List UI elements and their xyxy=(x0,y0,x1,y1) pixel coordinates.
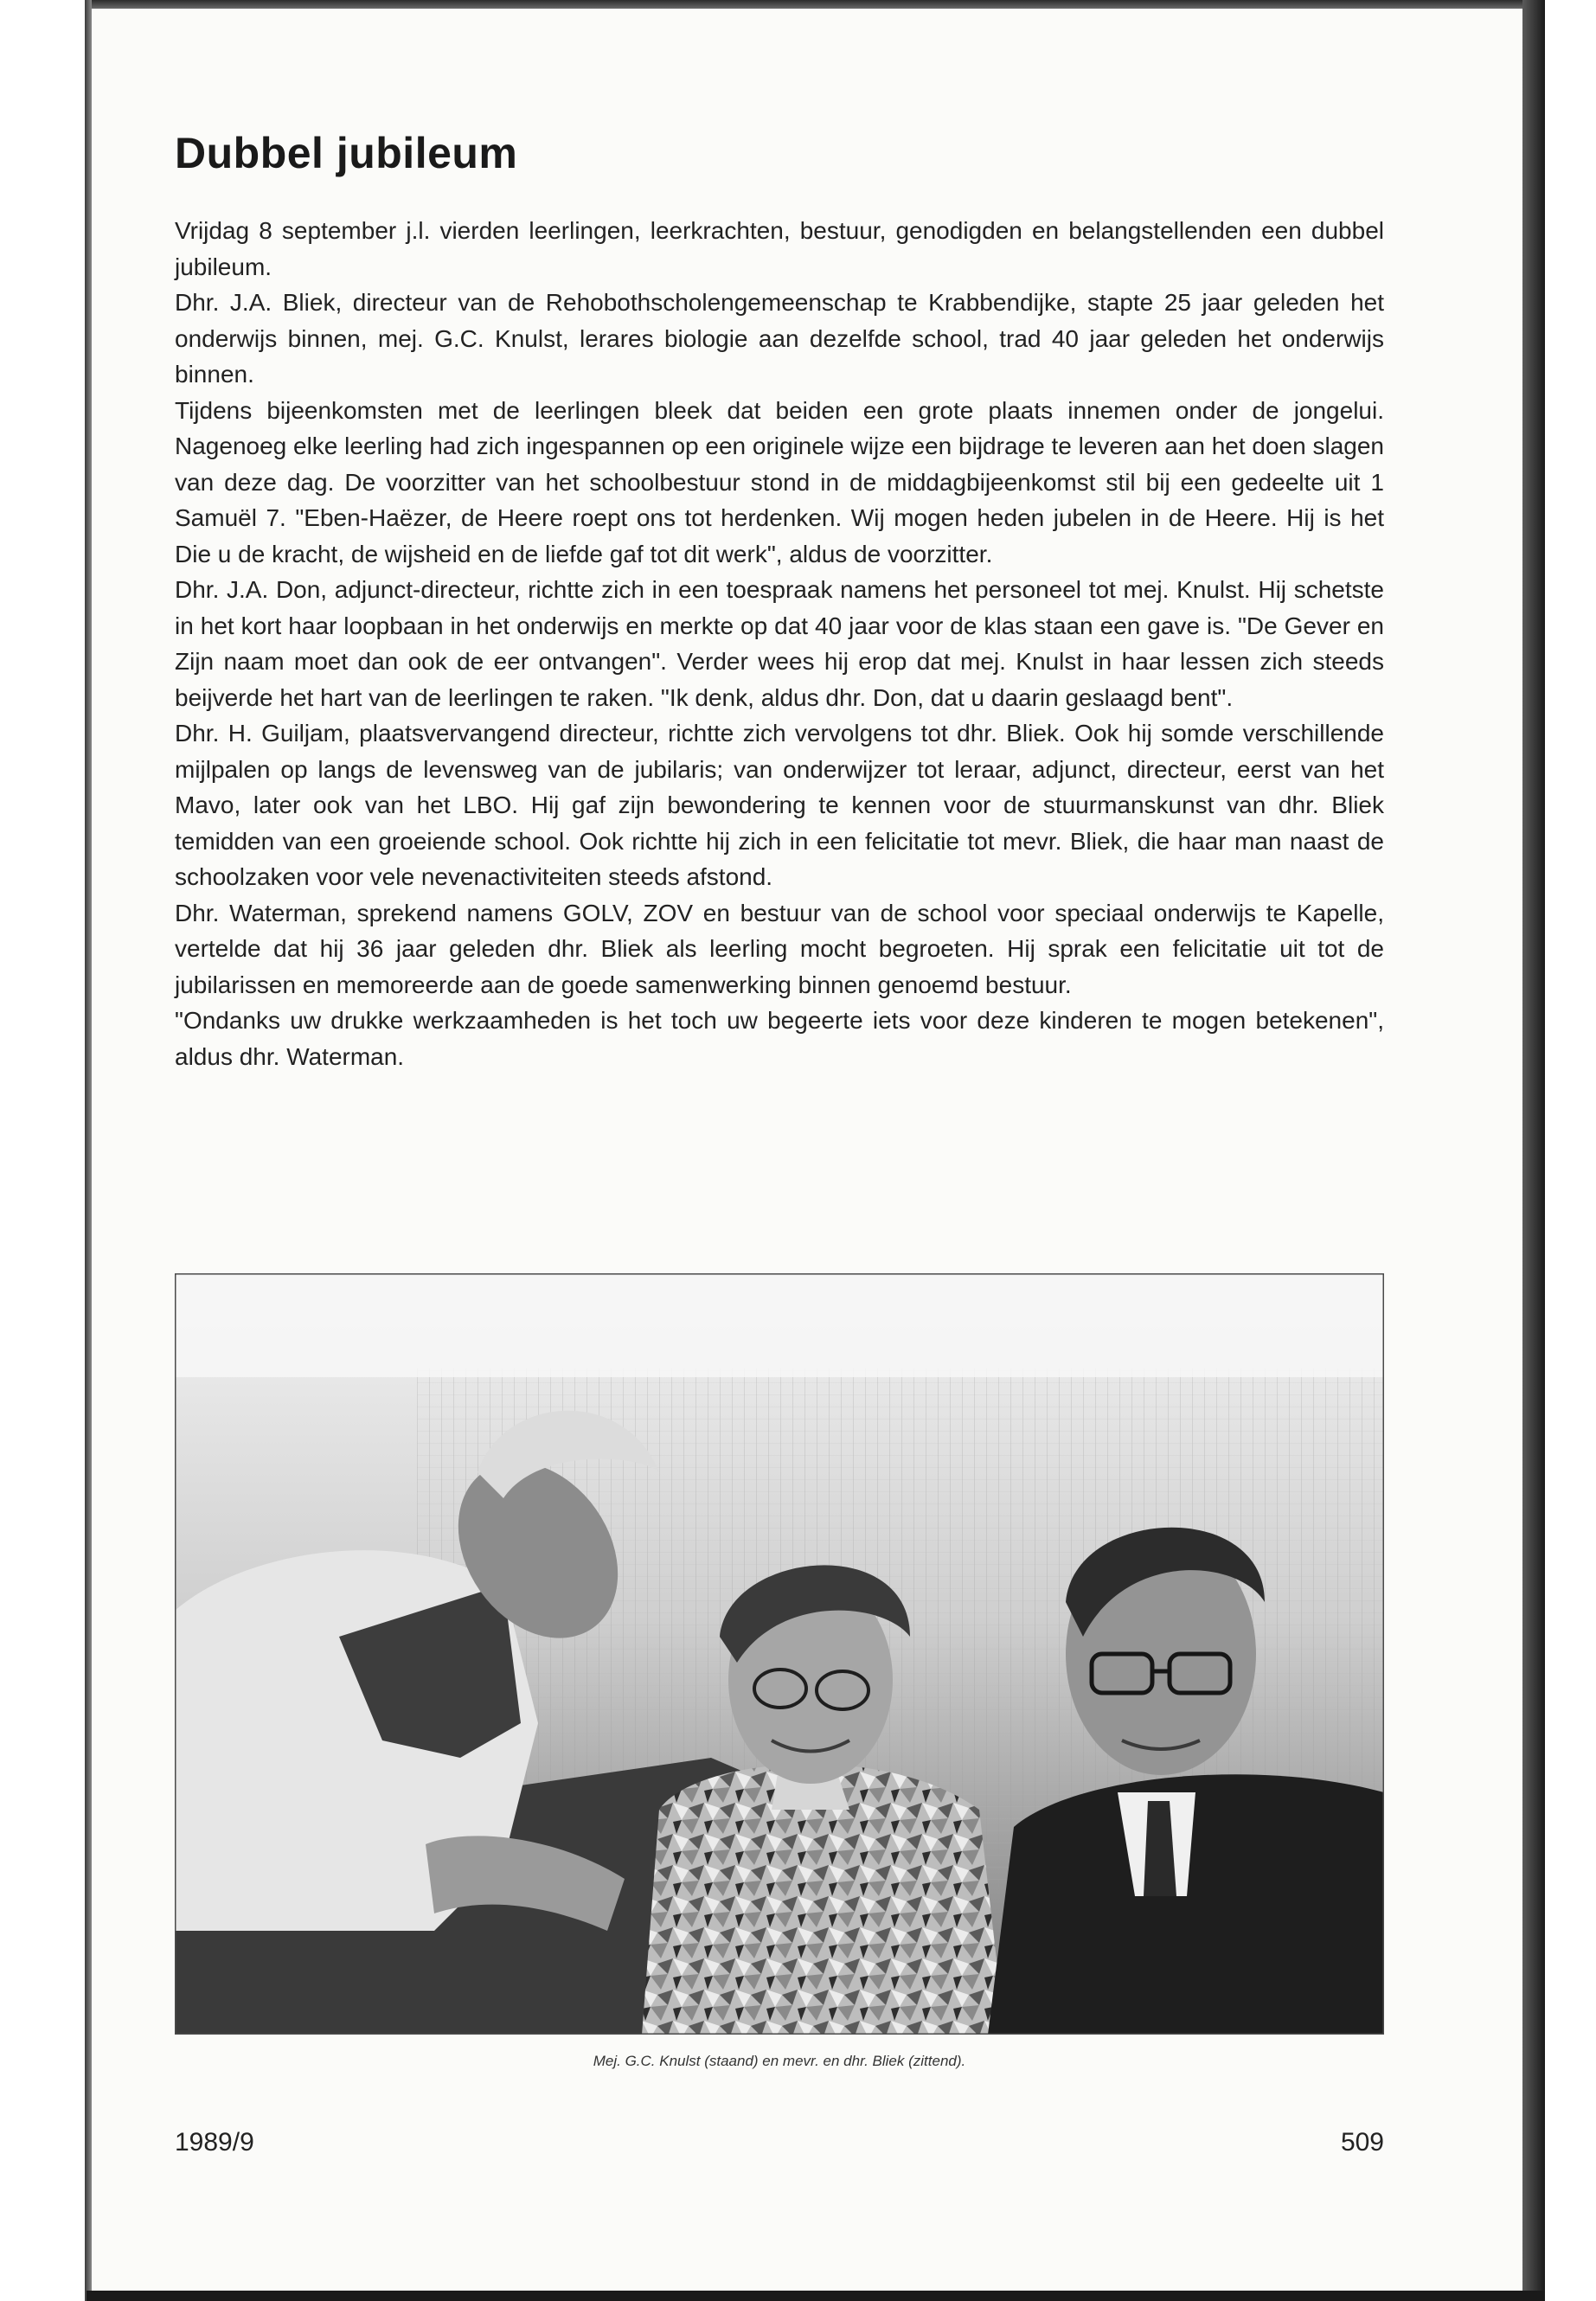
paragraph: Dhr. J.A. Don, adjunct-directeur, richtte zich in een toespraak namens het personeel tot mej. Knulst. Hij schetste in het kort haar loopbaan in het onderwijs en merkte op dat 40 jaar voor de klas staan een gave is. "De Gever en Zijn naam moet dan ook de eer ontvangen". Verder wees hij erop dat mej. Knulst in haar lessen zich steeds beijverde het hart van de leerlingen te raken. "Ik denk, aldus dhr. Don, dat u daarin geslaagd bent". xyxy=(175,576,1384,711)
photo-caption: Mej. G.C. Knulst (staand) en mevr. en dhr. Bliek (zittend). xyxy=(593,2053,966,2069)
issue-number: 1989/9 xyxy=(175,2128,254,2157)
scan-edge-top xyxy=(87,0,1540,9)
article-body xyxy=(175,213,1384,1074)
scan-edge-left xyxy=(85,0,92,2301)
window-light xyxy=(175,1273,1384,1377)
paragraph: Vrijdag 8 september j.l. vierden leerlingen, leerkrachten, bestuur, genodigden en belangstellenden een dubbel jubileum. xyxy=(175,217,1384,280)
paragraph: Dhr. J.A. Bliek, directeur van de Rehobothscholengemeenschap te Krabbendijke, stapte 25 jaar geleden het onderwijs binnen, mej. G.C. Knulst, lerares biologie aan dezelfde school, trad 40 jaar geleden het onderwijs binnen. xyxy=(175,289,1384,388)
photo-illustration xyxy=(175,1273,1384,2035)
magazine-page xyxy=(92,9,1522,2291)
article-title: Dubbel jubileum xyxy=(175,129,518,177)
paragraph: Dhr. H. Guiljam, plaatsvervangend directeur, richtte zich vervolgens tot dhr. Bliek. Ook hij somde verschillende mijlpalen op langs de levensweg van de jubilaris; van onderwijzer tot leraar, adjunct, directeur, eerst van het Mavo, later ook van het LBO. Hij gaf zijn bewondering te kennen voor de stuurmanskunst van dhr. Bliek temidden van een groeiende school. Ook richtte hij zich in een felicitatie tot mevr. Bliek, die haar man naast de schoolzaken voor vele nevenactiviteiten steeds afstond. xyxy=(175,720,1384,890)
scan-edge-right xyxy=(1522,0,1545,2301)
paragraph: Dhr. Waterman, sprekend namens GOLV, ZOV en bestuur van de school voor speciaal onderwijs te Kapelle, vertelde dat hij 36 jaar geleden dhr. Bliek als leerling mocht begroeten. Hij sprak een felicitatie uit tot de jubilarissen en memoreerde aan de goede samenwerking binnen genoemd bestuur. xyxy=(175,899,1384,998)
page-number: 509 xyxy=(1340,2128,1384,2157)
scan-edge-bottom xyxy=(87,2291,1545,2301)
paragraph: Tijdens bijeenkomsten met de leerlingen bleek dat beiden een grote plaats innemen onder de jongelui. Nagenoeg elke leerling had zich ingespannen op een originele wijze een bijdrage te leveren aan het doen slagen van deze dag. De voorzitter van het schoolbestuur stond in de middagbijeenkomst stil bij een gedeelte uit 1 Samuël 7. "Eben-Haëzer, de Heere roept ons tot herdenken. Wij mogen heden jubelen in de Heere. Hij is het Die u de kracht, de wijsheid en de liefde gaf tot dit werk", aldus de voorzitter. xyxy=(175,396,1384,567)
paragraph: "Ondanks uw drukke werkzaamheden is het toch uw begeerte iets voor deze kinderen te mogen betekenen", aldus dhr. Waterman. xyxy=(175,1007,1384,1070)
article-photo xyxy=(175,1273,1384,2035)
